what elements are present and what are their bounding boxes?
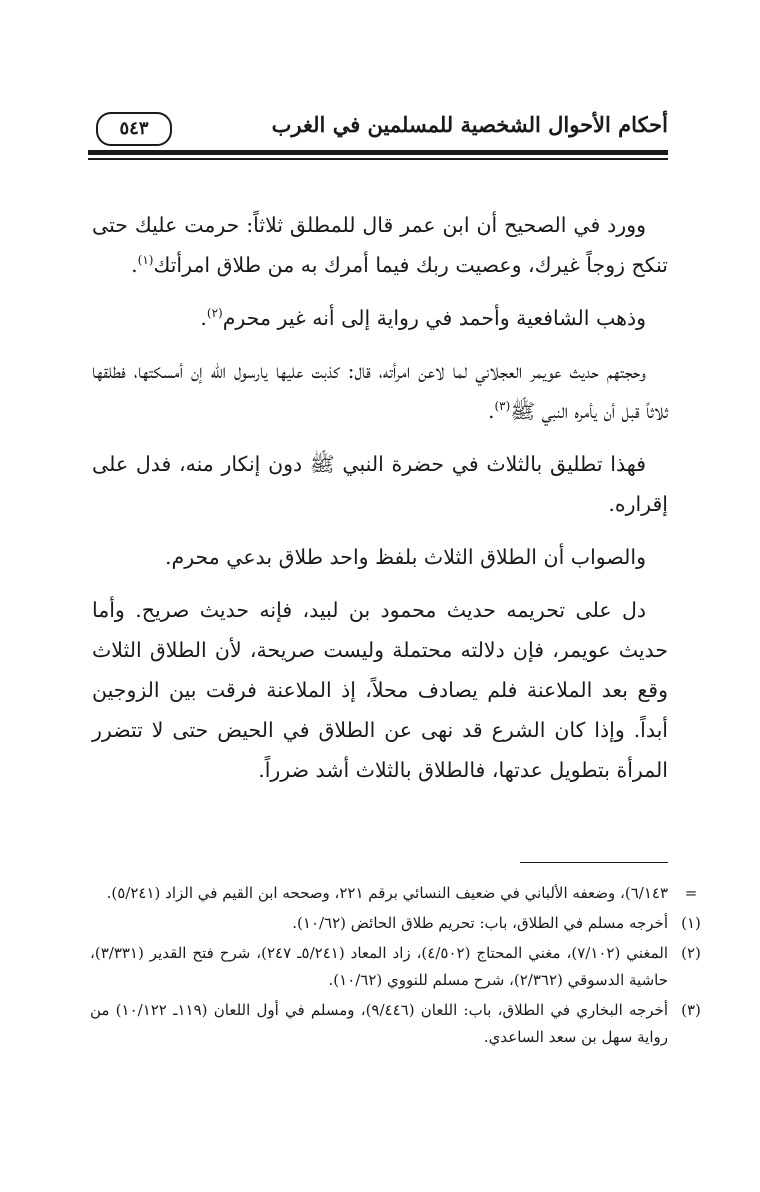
paragraph-tail: . [487, 399, 495, 423]
paragraph-text: والصواب أن الطلاق الثلاث بلفظ واحد طلاق بدعي محرم. [165, 545, 646, 569]
paragraph-tail: . [131, 253, 138, 277]
footnote-item [90, 910, 708, 937]
paragraph [92, 205, 668, 285]
main-text [92, 205, 668, 803]
paragraph-text: وذهب الشافعية وأحمد في رواية إلى أنه غير محرم [222, 306, 646, 330]
footnote-separator [520, 862, 668, 863]
footnote-item [90, 940, 708, 994]
paragraph [92, 590, 668, 790]
paragraph-tail: . [200, 306, 207, 330]
footnote-ref: (٣) [494, 399, 511, 414]
footnote-text: أخرجه مسلم في الطلاق، باب: تحريم طلاق الحائض (١٠/٦٢). [292, 914, 668, 932]
footnote-ref: (٢) [206, 306, 223, 321]
footnote-text: المغني (٧/١٠٢)، مغني المحتاج (٤/٥٠٢)، زاد المعاد (٥/٢٤١ـ ٢٤٧)، شرح فتح القدير (٣/٣٣١)، حاشية الدسوقي (٢/٣٦٢)، شرح مسلم للنووي (١٠/٦٢). [90, 944, 668, 989]
footnote-text: أخرجه البخاري في الطلاق، باب: اللعان (٩/٤٤٦)، ومسلم في أول اللعان (١١٩ـ ١٠/١٢٢) من رواية سهل بن سعد الساعدي. [90, 1001, 668, 1046]
footnote-mark: (٣) [681, 1001, 701, 1019]
paragraph [92, 537, 668, 577]
footnote-item [90, 880, 708, 907]
header-rule-thin [88, 158, 668, 160]
footnote-text: ٦/١٤٣)، وضعفه الألباني في ضعيف النسائي برقم ٢٢١، وصححه ابن القيم في الزاد (٥/٢٤١). [106, 884, 668, 902]
footnote-ref: (١) [137, 253, 154, 268]
header-rule-thick [88, 150, 668, 155]
footnotes [90, 880, 708, 1054]
footnote-item [90, 997, 708, 1051]
footnote-mark: (١) [681, 914, 701, 932]
paragraph-text: دل على تحريمه حديث محمود بن لبيد، فإنه حديث صريح. وأما حديث عويمر، فإن دلالته محتملة وليست صريحة، لأن الطلاق الثلاث وقع بعد الملاعنة فلم يصادف محلاً، إذ الملاعنة فرقت بين الزوجين أبداً. وإذا كان الشرع قد نهى عن الطلاق في الحيض حتى لا تتضرر المرأة بتطويل عدتها، فالطلاق بالثلاث أشد ضرراً. [92, 598, 668, 782]
paragraph [92, 444, 668, 524]
footnote-mark: (٢) [681, 944, 701, 962]
book-title: أحكام الأحوال الشخصية للمسلمين في الغرب [271, 112, 668, 137]
footnote-mark: = [684, 884, 698, 902]
paragraph-text: وحجتهم حديث عويمر العجلاني لما لاعن امرأته، قال: كذبت عليها يارسول الله إن أمسكتها، فطلقها ثلاثاً قبل أن يأمره النبي ﷺ [92, 359, 668, 423]
page-number-badge: ٥٤٣ [96, 112, 172, 146]
paragraph [92, 351, 668, 431]
paragraph-text: وورد في الصحيح أن ابن عمر قال للمطلق ثلاثاً: حرمت عليك حتى تنكح زوجاً غيرك، وعصيت ربك فيما أمرك به من طلاق امرأتك [92, 213, 668, 277]
running-header [88, 112, 668, 152]
paragraph [92, 298, 668, 338]
paragraph-text: فهذا تطليق بالثلاث في حضرة النبي ﷺ دون إنكار منه، فدل على إقراره. [92, 452, 668, 516]
